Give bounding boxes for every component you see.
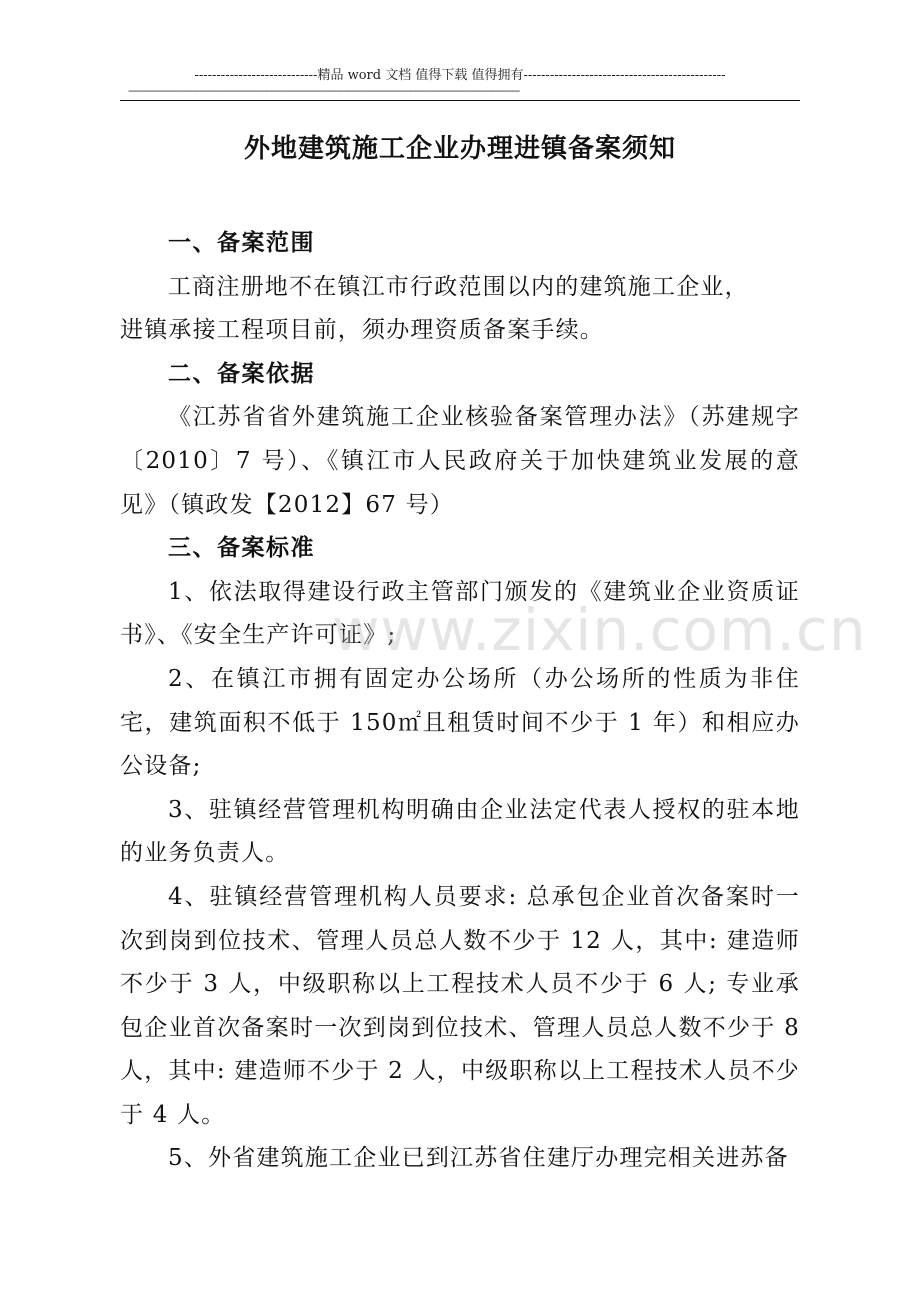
scope-paragraph-line2: 进镇承接工程项目前，须办理资质备案手续。: [120, 317, 604, 344]
document-title: 外地建筑施工企业办理进镇备案须知: [243, 134, 676, 164]
section-heading-basis: 二、备案依据: [168, 360, 315, 387]
scope-paragraph-line1: 工商注册地不在镇江市行政范围以内的建筑施工企业，: [168, 273, 749, 300]
standard-item-5: 5、外省建筑施工企业已到江苏省住建厅办理完相关进苏备: [168, 1145, 789, 1172]
standard-item-1: 1、依法取得建设行政主管部门颁发的《建筑业企业资质证书》、《安全生产许可证》;: [120, 578, 800, 649]
standard-item-4: 4、驻镇经营管理机构人员要求: 总承包企业首次备案时一次到岗到位技术、管理人员总人数不少于 12 人，其中: 建造师不少于 3 人，中级职称以上工程技术人员不少于 6 人; 专业承包企业首次备案时一次到岗到位技术、管理人员总人数不少于 8 人，其中: 建造师不少于 2 人，中级职称以上工程技术人员不少于 4 人。: [120, 883, 800, 1128]
document-body: [120, 222, 800, 1181]
section-heading-standard: 三、备案标准: [168, 535, 315, 562]
header-dash-line: ------------------------------------------------------------------------------------------------------------------------------------------------: [128, 84, 520, 97]
standard-item-2: 2、在镇江市拥有固定办公场所（办公场所的性质为非住宅，建筑面积不低于 150㎡且租赁时间不少于 1 年）和相应办公设备;: [120, 665, 800, 780]
section-heading-scope: 一、备案范围: [168, 230, 315, 256]
header-banner: ----------------------------精品 word 文档 值得下载 值得拥有----------------------------------------------: [194, 68, 726, 83]
header-rule: [120, 100, 800, 101]
basis-paragraph: 《江苏省省外建筑施工企业核验备案管理办法》（苏建规字〔2010〕7 号）、《镇江市人民政府关于加快建筑业发展的意见》（镇政发【2012】67 号）: [120, 404, 800, 518]
watermark: www.zixin.com.cn: [332, 596, 867, 664]
standard-item-3: 3、驻镇经营管理机构明确由企业法定代表人授权的驻本地的业务负责人。: [120, 796, 800, 867]
